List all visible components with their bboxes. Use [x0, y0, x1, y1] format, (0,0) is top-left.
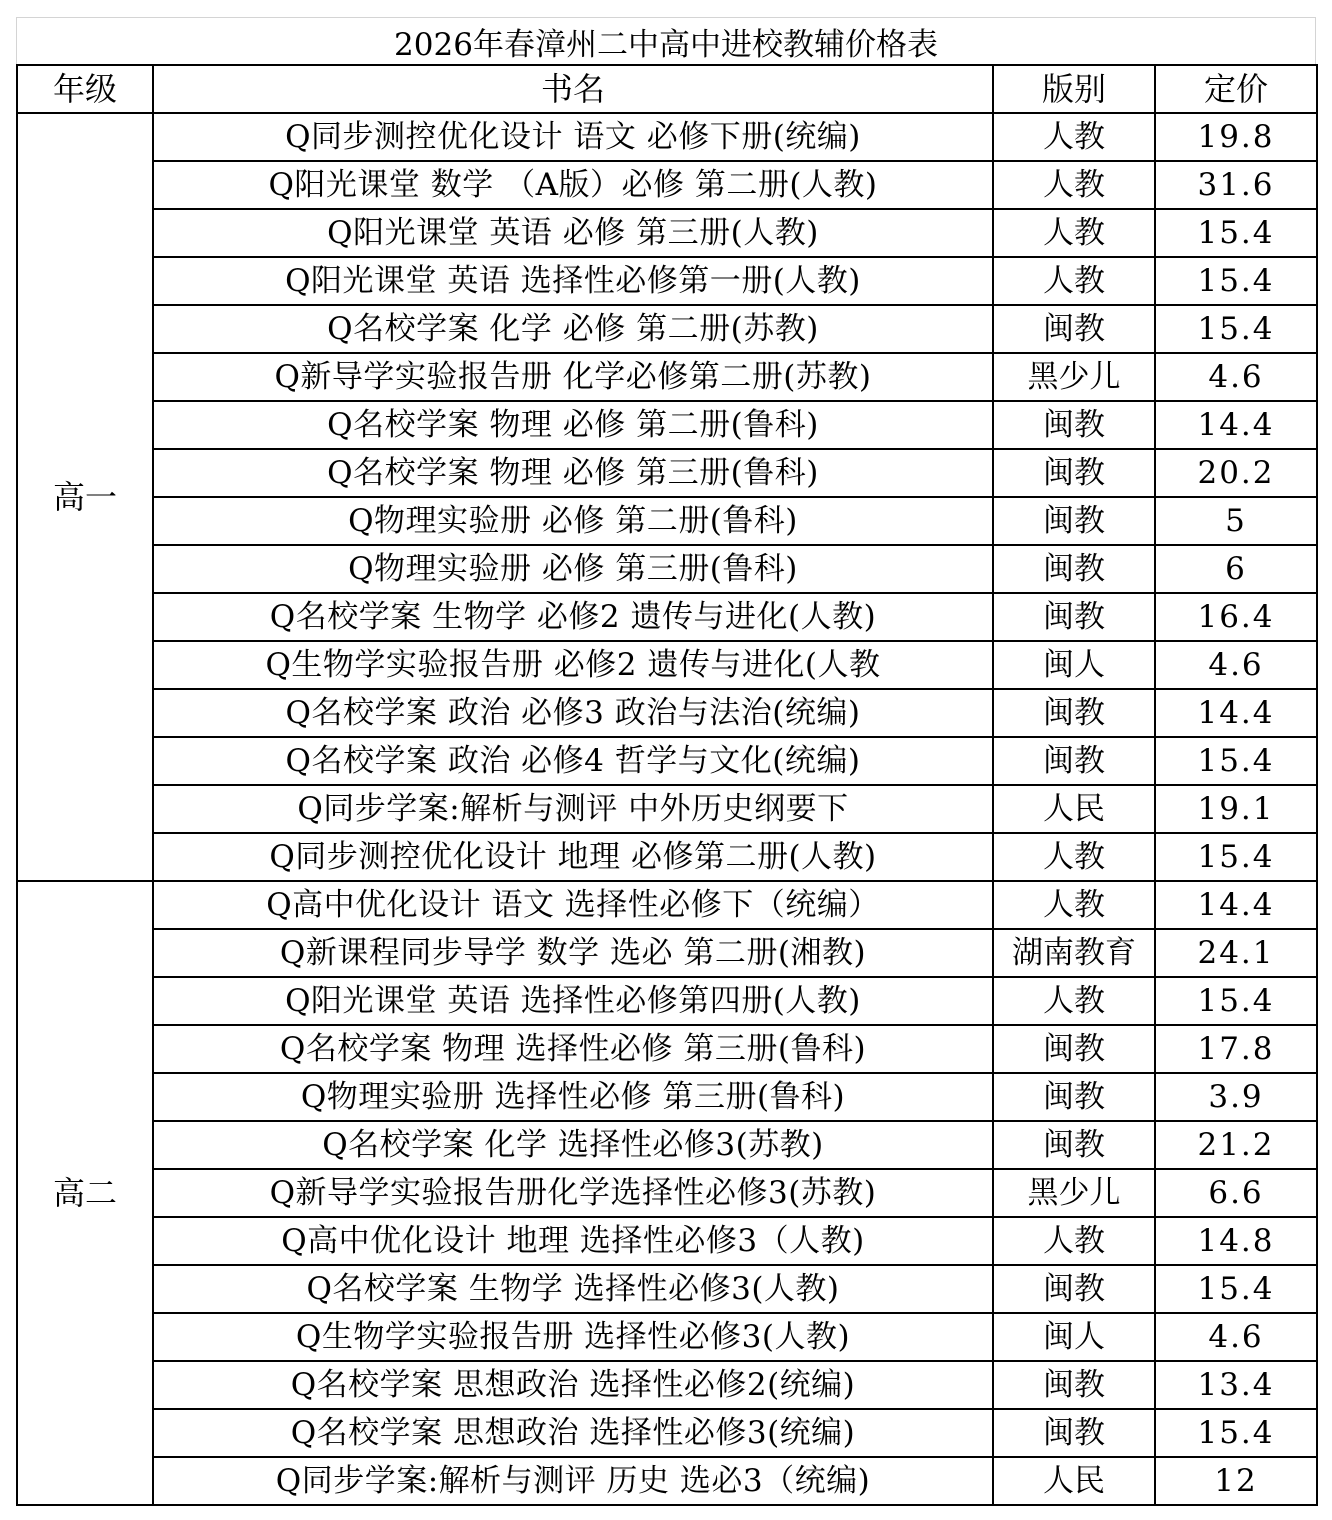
- edition-cell: 人教: [993, 1217, 1155, 1265]
- table-row: [17, 113, 1317, 161]
- table-row: [17, 353, 1317, 401]
- book-name-cell: Q名校学案 思想政治 选择性必修3(统编): [153, 1409, 993, 1457]
- table-row: [17, 737, 1317, 785]
- header-price: 定价: [1155, 65, 1317, 113]
- price-cell: 19.1: [1155, 785, 1317, 833]
- price-cell: 19.8: [1155, 113, 1317, 161]
- edition-cell: 人教: [993, 977, 1155, 1025]
- table-row: [17, 401, 1317, 449]
- price-cell: 4.6: [1155, 353, 1317, 401]
- header-row: [17, 65, 1317, 113]
- book-name-cell: Q物理实验册 必修 第三册(鲁科): [153, 545, 993, 593]
- price-cell: 14.8: [1155, 1217, 1317, 1265]
- table-row: [17, 641, 1317, 689]
- edition-cell: 闽教: [993, 1121, 1155, 1169]
- header-book: 书名: [153, 65, 993, 113]
- edition-cell: 黑少儿: [993, 1169, 1155, 1217]
- price-cell: 13.4: [1155, 1361, 1317, 1409]
- book-name-cell: Q名校学案 物理 选择性必修 第三册(鲁科): [153, 1025, 993, 1073]
- table-row: [17, 1025, 1317, 1073]
- edition-cell: 人民: [993, 1457, 1155, 1505]
- price-cell: 12: [1155, 1457, 1317, 1505]
- book-name-cell: Q阳光课堂 英语 选择性必修第一册(人教): [153, 257, 993, 305]
- table-row: [17, 161, 1317, 209]
- price-cell: 21.2: [1155, 1121, 1317, 1169]
- price-cell: 6.6: [1155, 1169, 1317, 1217]
- price-cell: 14.4: [1155, 401, 1317, 449]
- price-sheet: [16, 17, 1316, 1506]
- edition-cell: 闽教: [993, 689, 1155, 737]
- header-grade: 年级: [17, 65, 153, 113]
- price-cell: 31.6: [1155, 161, 1317, 209]
- table-row: [17, 305, 1317, 353]
- book-name-cell: Q名校学案 物理 必修 第三册(鲁科): [153, 449, 993, 497]
- edition-cell: 闽教: [993, 1265, 1155, 1313]
- table-row: [17, 785, 1317, 833]
- book-name-cell: Q同步测控优化设计 语文 必修下册(统编): [153, 113, 993, 161]
- edition-cell: 闽教: [993, 497, 1155, 545]
- price-cell: 20.2: [1155, 449, 1317, 497]
- price-cell: 17.8: [1155, 1025, 1317, 1073]
- grade-cell: 高二: [17, 881, 153, 1505]
- book-name-cell: Q名校学案 政治 必修3 政治与法治(统编): [153, 689, 993, 737]
- edition-cell: 闽人: [993, 641, 1155, 689]
- book-name-cell: Q阳光课堂 数学 （A版）必修 第二册(人教): [153, 161, 993, 209]
- edition-cell: 闽教: [993, 545, 1155, 593]
- header-edition: 版别: [993, 65, 1155, 113]
- edition-cell: 湖南教育: [993, 929, 1155, 977]
- book-name-cell: Q新导学实验报告册 化学必修第二册(苏教): [153, 353, 993, 401]
- book-name-cell: Q名校学案 政治 必修4 哲学与文化(统编): [153, 737, 993, 785]
- price-cell: 15.4: [1155, 737, 1317, 785]
- book-name-cell: Q同步学案:解析与测评 中外历史纲要下: [153, 785, 993, 833]
- book-name-cell: Q新导学实验报告册化学选择性必修3(苏教): [153, 1169, 993, 1217]
- book-name-cell: Q阳光课堂 英语 必修 第三册(人教): [153, 209, 993, 257]
- price-cell: 15.4: [1155, 977, 1317, 1025]
- edition-cell: 人教: [993, 833, 1155, 881]
- book-name-cell: Q同步学案:解析与测评 历史 选必3（统编): [153, 1457, 993, 1505]
- edition-cell: 闽教: [993, 1025, 1155, 1073]
- edition-cell: 闽教: [993, 449, 1155, 497]
- edition-cell: 人教: [993, 257, 1155, 305]
- edition-cell: 闽教: [993, 1073, 1155, 1121]
- table-row: [17, 497, 1317, 545]
- table-row: [17, 833, 1317, 881]
- table-row: [17, 929, 1317, 977]
- price-cell: 15.4: [1155, 833, 1317, 881]
- price-cell: 15.4: [1155, 305, 1317, 353]
- table-row: [17, 1217, 1317, 1265]
- book-name-cell: Q同步测控优化设计 地理 必修第二册(人教): [153, 833, 993, 881]
- edition-cell: 闽教: [993, 593, 1155, 641]
- edition-cell: 闽教: [993, 305, 1155, 353]
- edition-cell: 闽教: [993, 1361, 1155, 1409]
- book-name-cell: Q高中优化设计 语文 选择性必修下（统编）: [153, 881, 993, 929]
- price-cell: 15.4: [1155, 257, 1317, 305]
- table-row: [17, 1361, 1317, 1409]
- book-name-cell: Q名校学案 生物学 必修2 遗传与进化(人教): [153, 593, 993, 641]
- table-row: [17, 545, 1317, 593]
- table-row: [17, 257, 1317, 305]
- table-row: [17, 1265, 1317, 1313]
- price-cell: 3.9: [1155, 1073, 1317, 1121]
- book-name-cell: Q名校学案 思想政治 选择性必修2(统编): [153, 1361, 993, 1409]
- edition-cell: 人教: [993, 881, 1155, 929]
- table-row: [17, 1073, 1317, 1121]
- edition-cell: 人民: [993, 785, 1155, 833]
- book-name-cell: Q物理实验册 选择性必修 第三册(鲁科): [153, 1073, 993, 1121]
- edition-cell: 黑少儿: [993, 353, 1155, 401]
- price-cell: 15.4: [1155, 1265, 1317, 1313]
- price-cell: 6: [1155, 545, 1317, 593]
- table-row: [17, 1457, 1317, 1505]
- edition-cell: 人教: [993, 209, 1155, 257]
- book-name-cell: Q高中优化设计 地理 选择性必修3（人教): [153, 1217, 993, 1265]
- price-cell: 4.6: [1155, 1313, 1317, 1361]
- sheet-title: 2026年春漳州二中高中进校教辅价格表: [16, 17, 1316, 64]
- book-name-cell: Q名校学案 化学 必修 第二册(苏教): [153, 305, 993, 353]
- table-row: [17, 1313, 1317, 1361]
- book-name-cell: Q物理实验册 必修 第二册(鲁科): [153, 497, 993, 545]
- edition-cell: 闽教: [993, 401, 1155, 449]
- price-cell: 16.4: [1155, 593, 1317, 641]
- price-table: [16, 64, 1318, 1506]
- grade-cell: 高一: [17, 113, 153, 881]
- price-cell: 15.4: [1155, 209, 1317, 257]
- table-row: [17, 1409, 1317, 1457]
- table-row: [17, 1121, 1317, 1169]
- table-body: [17, 113, 1317, 1505]
- book-name-cell: Q生物学实验报告册 必修2 遗传与进化(人教: [153, 641, 993, 689]
- book-name-cell: Q名校学案 化学 选择性必修3(苏教): [153, 1121, 993, 1169]
- price-cell: 14.4: [1155, 881, 1317, 929]
- edition-cell: 人教: [993, 161, 1155, 209]
- table-row: [17, 1169, 1317, 1217]
- table-row: [17, 977, 1317, 1025]
- price-cell: 5: [1155, 497, 1317, 545]
- price-cell: 4.6: [1155, 641, 1317, 689]
- book-name-cell: Q新课程同步导学 数学 选必 第二册(湘教): [153, 929, 993, 977]
- table-row: [17, 881, 1317, 929]
- table-row: [17, 593, 1317, 641]
- book-name-cell: Q名校学案 物理 必修 第二册(鲁科): [153, 401, 993, 449]
- table-row: [17, 449, 1317, 497]
- price-cell: 14.4: [1155, 689, 1317, 737]
- edition-cell: 闽教: [993, 737, 1155, 785]
- edition-cell: 闽人: [993, 1313, 1155, 1361]
- price-cell: 15.4: [1155, 1409, 1317, 1457]
- edition-cell: 人教: [993, 113, 1155, 161]
- price-cell: 24.1: [1155, 929, 1317, 977]
- table-row: [17, 209, 1317, 257]
- book-name-cell: Q生物学实验报告册 选择性必修3(人教): [153, 1313, 993, 1361]
- edition-cell: 闽教: [993, 1409, 1155, 1457]
- book-name-cell: Q名校学案 生物学 选择性必修3(人教): [153, 1265, 993, 1313]
- table-row: [17, 689, 1317, 737]
- book-name-cell: Q阳光课堂 英语 选择性必修第四册(人教): [153, 977, 993, 1025]
